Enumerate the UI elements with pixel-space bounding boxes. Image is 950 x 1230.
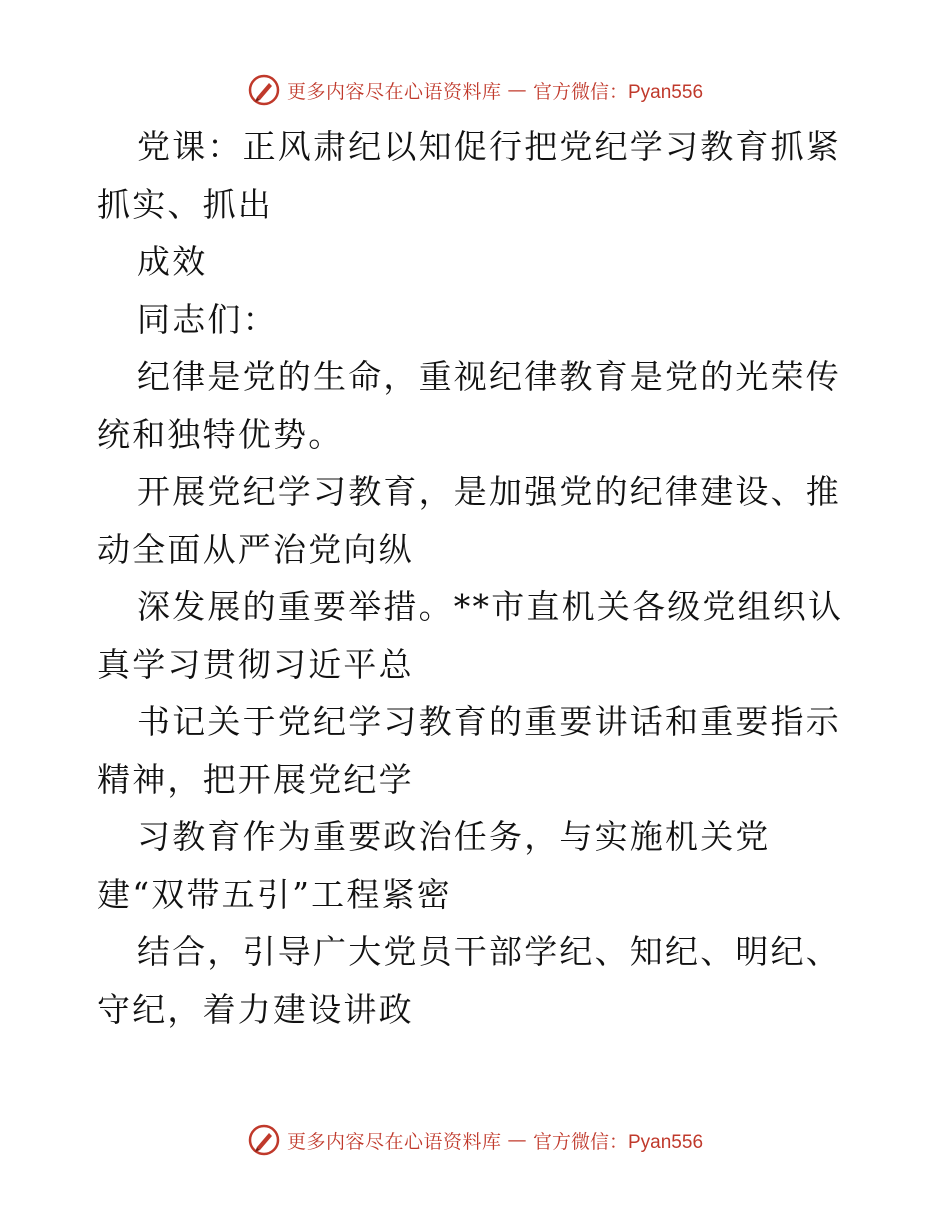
paragraph: 纪律是党的生命，重视纪律教育是党的光荣传统和独特优势。	[97, 357, 841, 454]
watermark-dash: —	[507, 1129, 527, 1151]
paragraph: 开展党纪学习教育，是加强党的纪律建设、推动全面从严治党向纵	[97, 472, 841, 569]
paragraph-title-cont: 成效	[137, 242, 208, 281]
watermark-brand: 更多内容尽在心语资料库	[286, 80, 502, 103]
pen-circle-logo-icon	[247, 73, 281, 107]
watermark-dash: —	[507, 79, 527, 101]
paragraph-title: 党课：正风肃纪以知促行把党纪学习教育抓紧抓实、抓出	[97, 127, 841, 224]
paragraph: 书记关于党纪学习教育的重要讲话和重要指示精神，把开展党纪学	[97, 702, 841, 799]
watermark-header	[0, 70, 950, 110]
watermark-contact: 官方微信：Pyan556	[533, 1131, 704, 1153]
watermark-footer	[0, 1120, 950, 1160]
document-body	[97, 118, 857, 1038]
paragraph: 习教育作为重要政治任务，与实施机关党建“双带五引”工程紧密	[97, 817, 771, 914]
paragraph: 结合，引导广大党员干部学纪、知纪、明纪、守纪，着力建设讲政	[97, 932, 841, 1029]
paragraph: 深发展的重要举措。**市直机关各级党组织认真学习贯彻习近平总	[97, 587, 844, 684]
watermark-contact: 官方微信：Pyan556	[533, 81, 704, 103]
paragraph-salutation: 同志们：	[137, 299, 278, 339]
watermark-brand: 更多内容尽在心语资料库	[286, 1130, 502, 1153]
pen-circle-logo-icon	[247, 1123, 281, 1157]
